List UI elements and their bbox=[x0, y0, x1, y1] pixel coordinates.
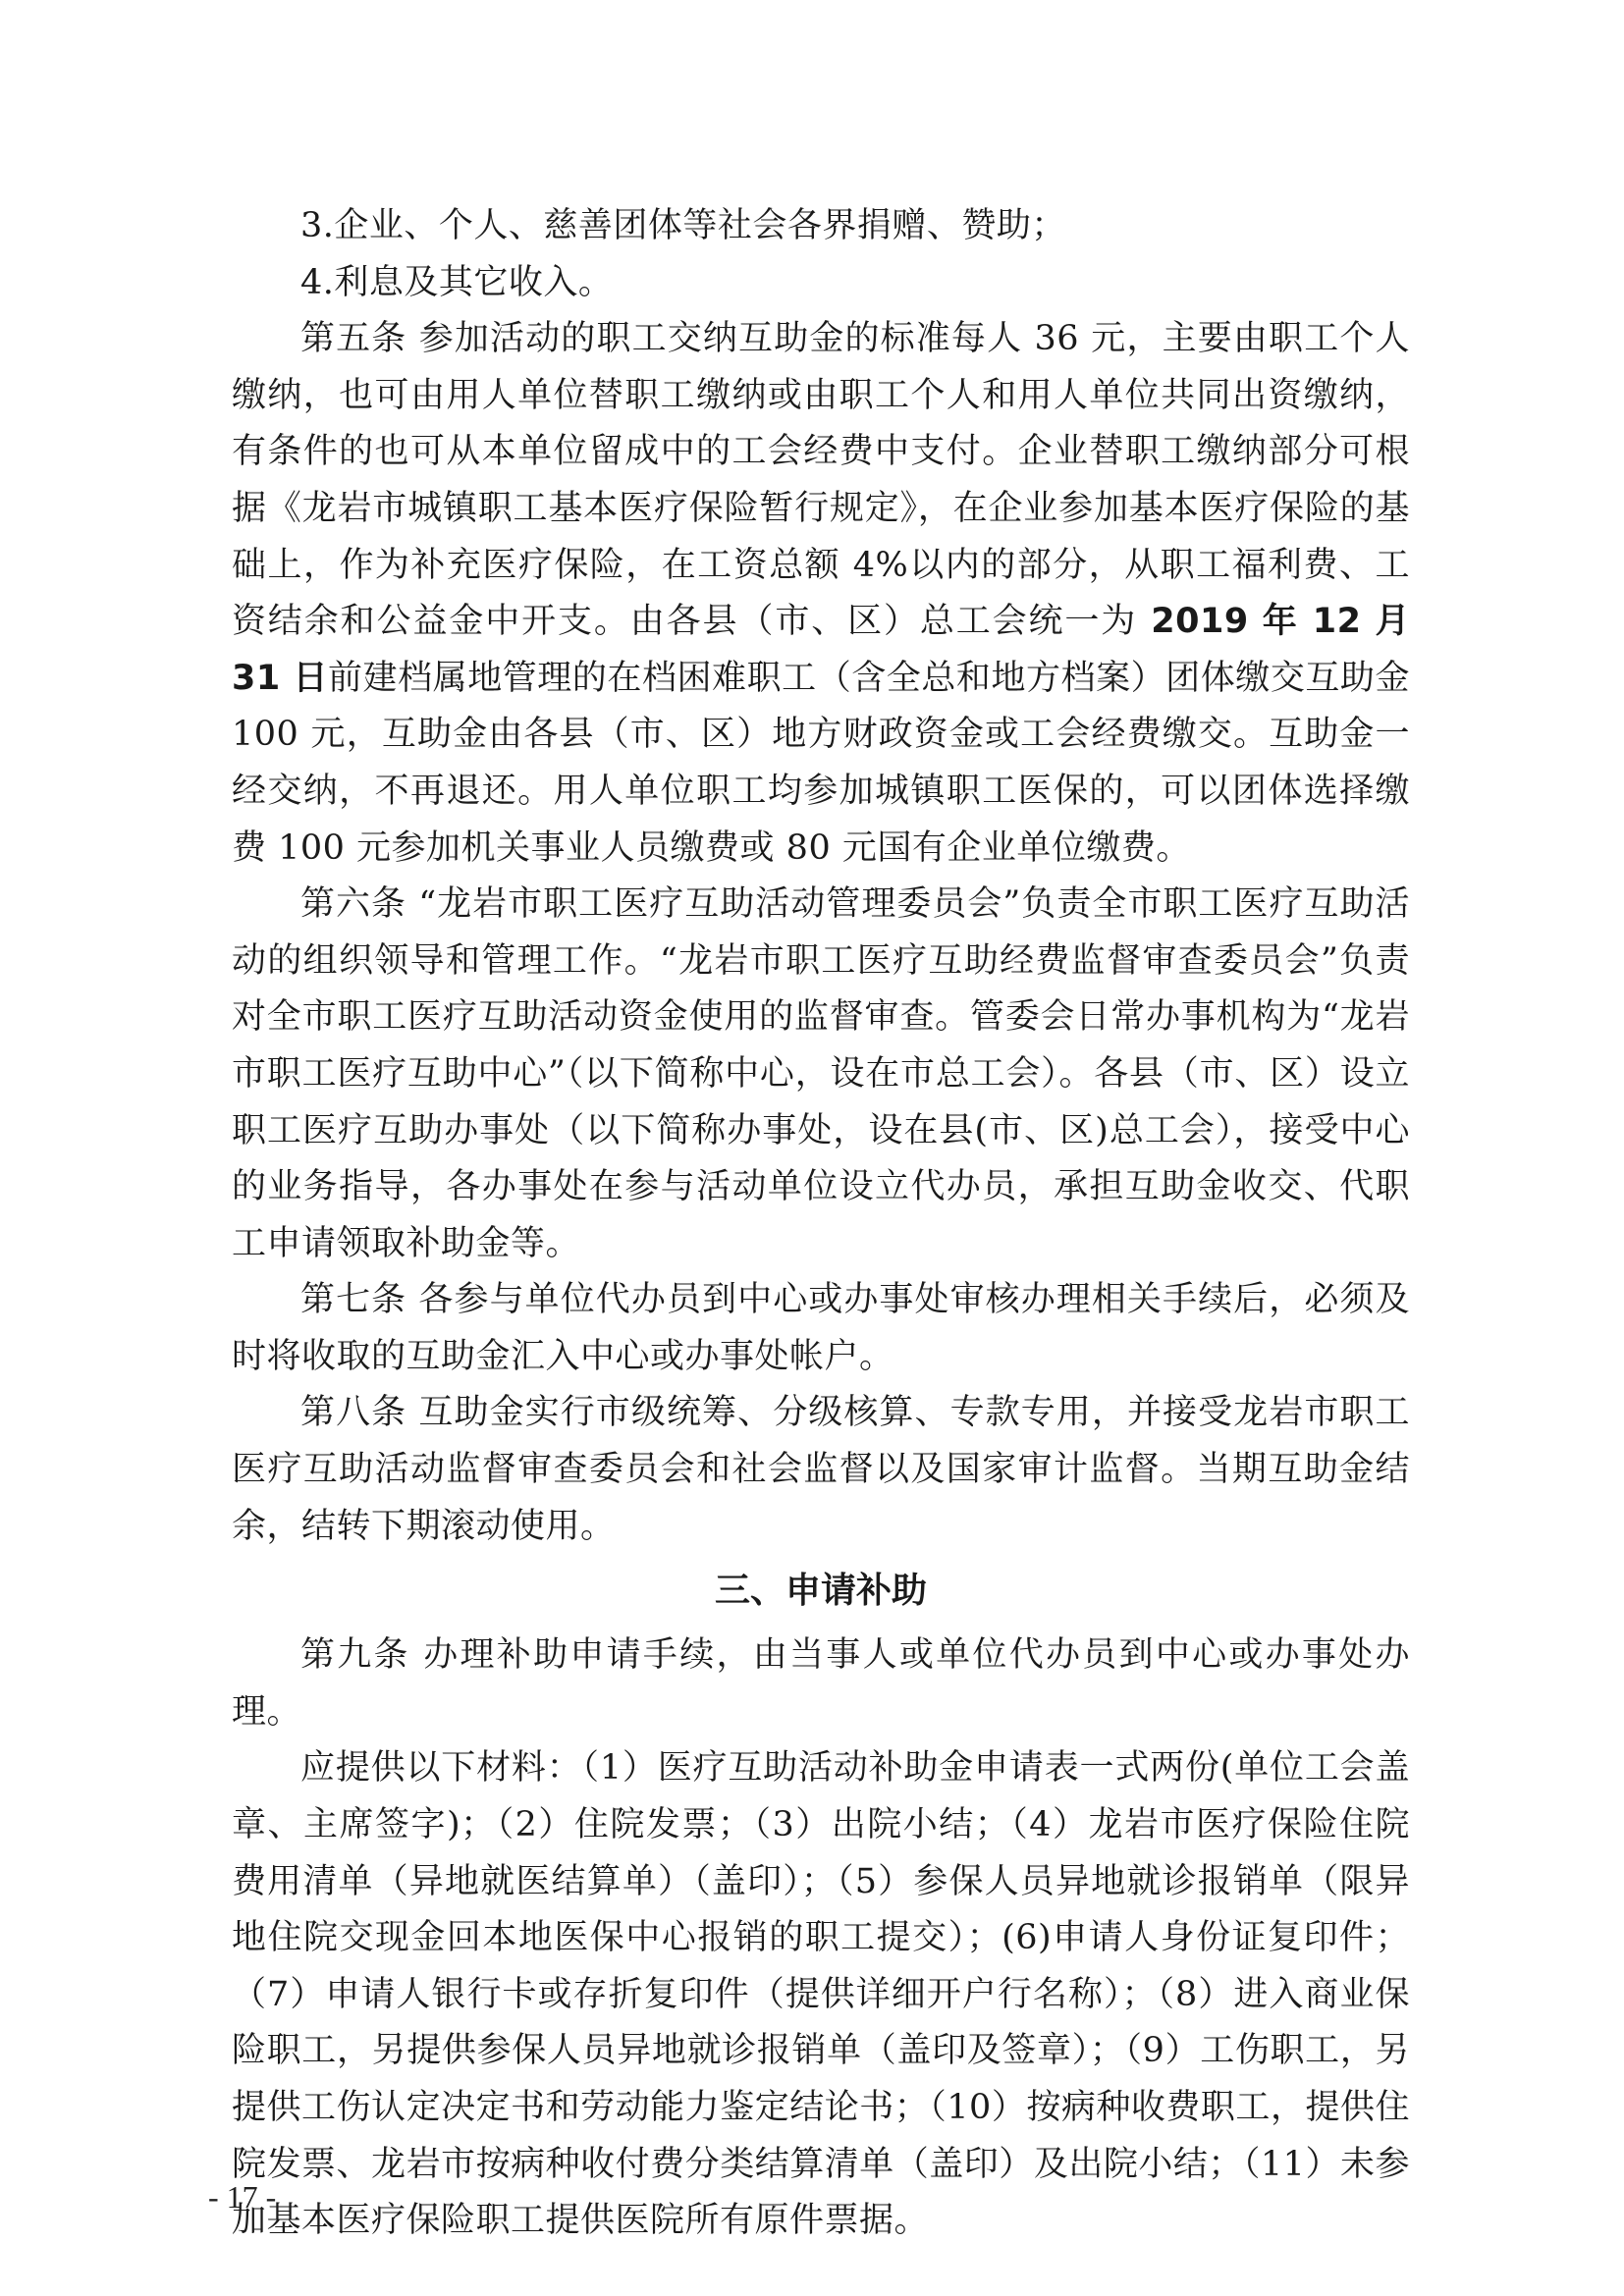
paragraph-article-5 bbox=[232, 311, 1410, 877]
paragraph-materials: 应提供以下材料：（1）医疗互助活动补助金申请表一式两份(单位工会盖章、主席签字)；（2）住院发票；（3）出院小结；（4）龙岩市医疗保险住院费用清单（异地就医结算单）（盖印）；（5）参保人员异地就诊报销单（限异地住院交现金回本地医保中心报销的职工提交）；(6)申请人身份证复印件；（7）申请人银行卡或存折复印件（提供详细开户行名称）；（8）进入商业保险职工，另提供参保人员异地就诊报销单（盖印及签章）；（9）工伤职工，另提供工伤认定决定书和劳动能力鉴定结论书；（10）按病种收费职工，提供住院发票、龙岩市按病种收付费分类结算清单（盖印）及出院小结；（11）未参加基本医疗保险职工提供医院所有原件票据。 bbox=[232, 1748, 1410, 2241]
article-5-tail: 前建档属地管理的在档困难职工（含全总和地方档案）团体缴交互助金 100 元，互助金由各县（市、区）地方财政资金或工会经费缴交。互助金一经交纳，不再退还。用人单位职工均参加城镇职工医保的，可以团体选择缴费 100 元参加机关事业人员缴费或 80 元国有企业单位缴费。 bbox=[232, 658, 1410, 868]
paragraph-item-4: 4.利息及其它收入。 bbox=[300, 262, 614, 302]
article-5-text: 第五条 参加活动的职工交纳互助金的标准每人 36 元，主要由职工个人缴纳，也可由用人单位替职工缴纳或由职工个人和用人单位共同出资缴纳，有条件的也可从本单位留成中的工会经费中支付。企业替职工缴纳部分可根据《龙岩市城镇职工基本医疗保险暂行规定》，在企业参加基本医疗保险的基础上，作为补充医疗保险，在工资总额 4%以内的部分，从职工福利费、工资结余和公益金中开支。由各县（市、区）总工会统一为 bbox=[232, 319, 1410, 642]
paragraph-article-6: 第六条 “龙岩市职工医疗互助活动管理委员会”负责全市职工医疗互助活动的组织领导和管理工作。“龙岩市职工医疗互助经费监督审查委员会”负责对全市职工医疗互助活动资金使用的监督审查。管委会日常办事机构为“龙岩市职工医疗互助中心”（以下简称中心，设在市总工会）。各县（市、区）设立职工医疗互助办事处（以下简称办事处，设在县(市、区)总工会），接受中心的业务指导，各办事处在参与活动单位设立代办员，承担互助金收交、代职工申请领取补助金等。 bbox=[232, 884, 1410, 1263]
document-body bbox=[232, 198, 1410, 2250]
paragraph-article-7: 第七条 各参与单位代办员到中心或办事处审核办理相关手续后，必须及时将收取的互助金汇入中心或办事处帐户。 bbox=[232, 1280, 1410, 1376]
page-number: - 17 - bbox=[208, 2179, 277, 2215]
paragraph-item-3: 3.企业、个人、慈善团体等社会各界捐赠、赞助； bbox=[300, 206, 1066, 245]
article-5-bold-date: 2019 年 12 月 31 日 bbox=[232, 602, 1410, 698]
paragraph-article-8: 第八条 互助金实行市级统筹、分级核算、专款专用，并接受龙岩市职工医疗互助活动监督审查委员会和社会监督以及国家审计监督。当期互助金结余，结转下期滚动使用。 bbox=[232, 1393, 1410, 1546]
paragraph-article-9: 第九条 办理补助申请手续，由当事人或单位代办员到中心或办事处办理。 bbox=[232, 1635, 1410, 1732]
section-heading: 三、申请补助 bbox=[714, 1571, 927, 1612]
